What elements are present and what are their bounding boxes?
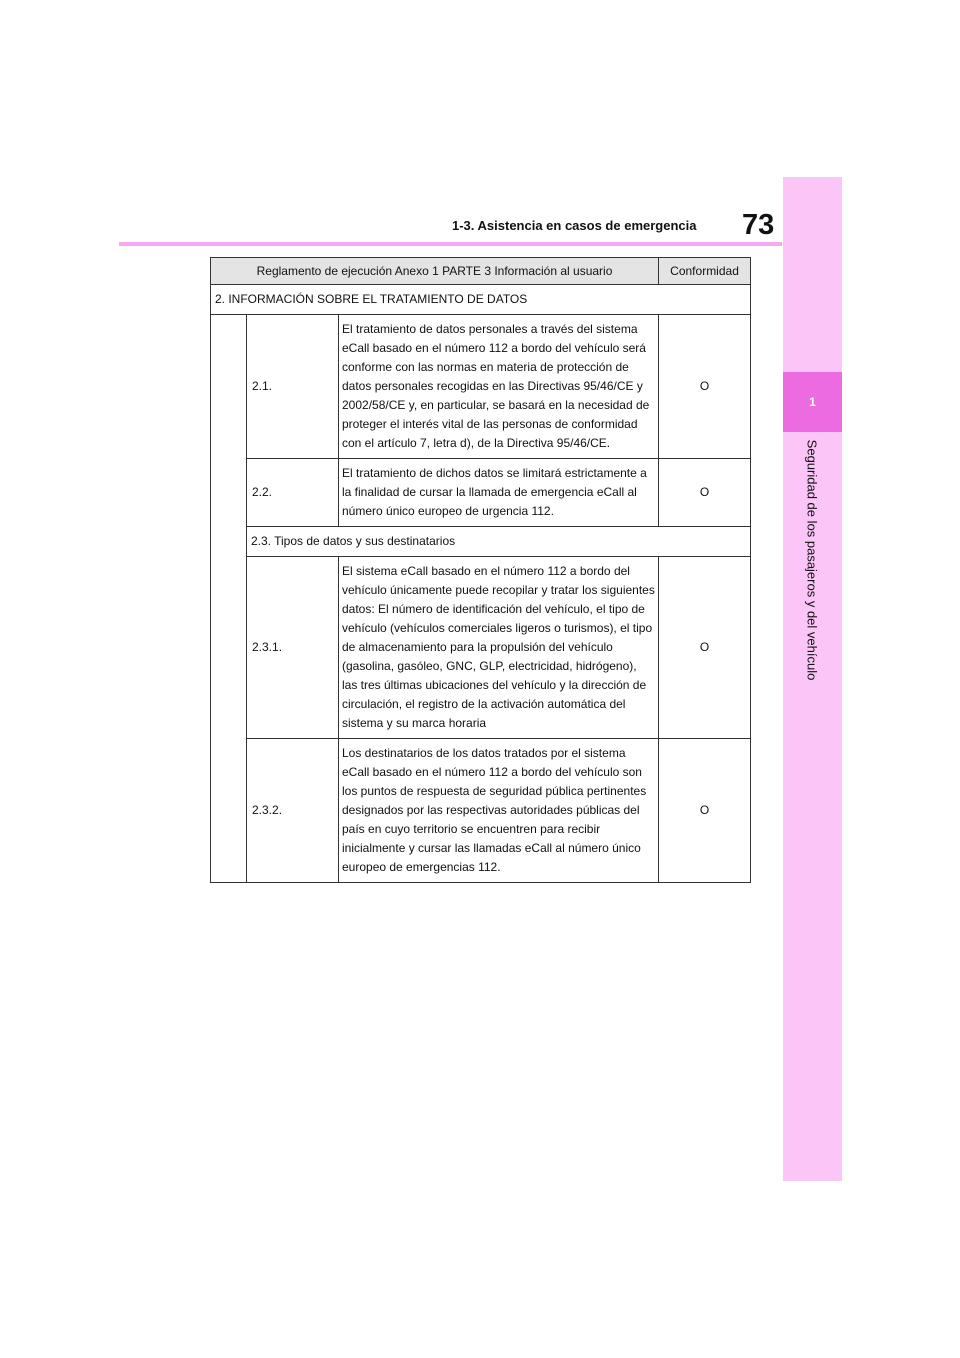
column-header-conformity: Conformidad — [659, 258, 751, 285]
row-text: El tratamiento de datos personales a través del sistema eCall basado en el número 112 a bordo del vehículo será conforme con las normas en materia de protección de datos personales recogidas en las Directivas 95/46/CE y 2002/58/CE y, en particular, se basará en la necesidad de proteger el interés vital de las personas de conformidad con el artículo 7, letra d), de la Directiva 95/46/CE. — [339, 315, 659, 459]
chapter-number-box: 1 — [783, 372, 842, 432]
page-number: 73 — [742, 209, 775, 241]
subsection-title: 2.3. Tipos de datos y sus destinatarios — [247, 527, 751, 557]
table-row — [211, 285, 751, 315]
section-header: 1-3. Asistencia en casos de emergencia — [452, 218, 697, 233]
row-text: El tratamiento de dichos datos se limitará estrictamente a la finalidad de cursar la llamada de emergencia eCall al número único europeo de urgencia 112. — [339, 459, 659, 527]
section-title: 2. INFORMACIÓN SOBRE EL TRATAMIENTO DE DATOS — [211, 285, 751, 315]
row-number: 2.2. — [247, 459, 339, 527]
row-conformity: O — [659, 557, 751, 739]
row-text: El sistema eCall basado en el número 112 a bordo del vehículo únicamente puede recopilar y tratar los siguientes datos: El número de identificación del vehículo, el tipo de vehículo (vehículos comerciales ligeros o turismos), el tipo de almacenamiento para la propulsión del vehículo (gasolina, gasóleo, GNC, GLP, electricidad, hidrógeno), las tres últimas ubicaciones del vehículo y la dirección de circulación, el registro de la activación automática del sistema y su marca horaria — [339, 557, 659, 739]
row-number: 2.1. — [247, 315, 339, 459]
row-conformity: O — [659, 459, 751, 527]
row-number: 2.3.2. — [247, 739, 339, 883]
table-row — [211, 739, 751, 883]
table-row — [211, 527, 751, 557]
table-row — [211, 459, 751, 527]
row-conformity: O — [659, 739, 751, 883]
table-header-row — [211, 258, 751, 285]
header-divider — [119, 242, 782, 246]
table-row — [211, 315, 751, 459]
table-row — [211, 557, 751, 739]
regulation-table — [210, 257, 751, 883]
row-number: 2.3.1. — [247, 557, 339, 739]
row-text: Los destinatarios de los datos tratados por el sistema eCall basado en el número 112 a bordo del vehículo son los puntos de respuesta de seguridad pública pertinentes designados por las respectivas autoridades públicas del país en cuyo territorio se encuentren para recibir inicialmente y cursar las llamadas eCall al número único europeo de emergencias 112. — [339, 739, 659, 883]
indent-cell — [211, 315, 247, 883]
row-conformity: O — [659, 315, 751, 459]
column-header-regulation: Reglamento de ejecución Anexo 1 PARTE 3 Información al usuario — [211, 258, 659, 285]
chapter-title-vertical: Seguridad de los pasajeros y del vehículo — [804, 439, 820, 681]
